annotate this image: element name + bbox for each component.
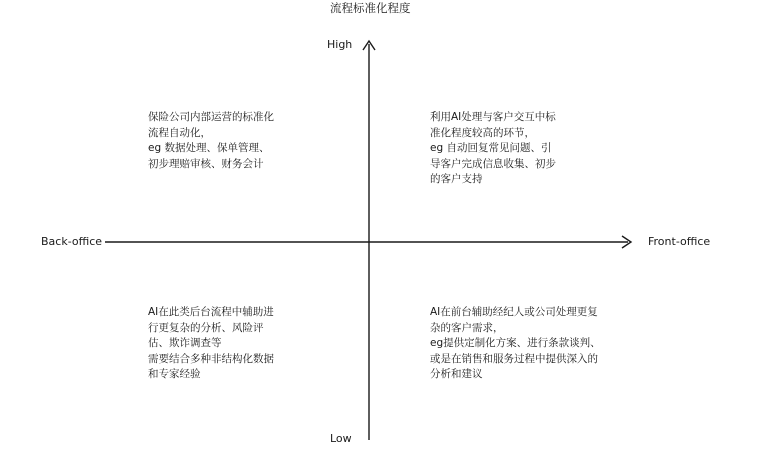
quadrant-line: 和专家经验 [148,368,201,380]
diagram-title: 流程标准化程度 [330,1,411,15]
quadrant-line: 的客户支持 [430,173,483,185]
quadrant-line: AI在此类后台流程中辅助进 [148,306,274,318]
quadrant-line: 或是在销售和服务过程中提供深入的 [430,352,598,365]
quadrant-line: 估、欺诈调查等 [148,337,222,349]
quadrant-line: 利用AI处理与客户交互中标 [430,111,556,123]
x-axis-left-label: Back-office [41,235,103,248]
quadrant-line: eg提供定制化方案、进行条款谈判、 [430,337,601,349]
quadrant-line: 准化程度较高的环节， [430,126,535,139]
quadrant-line: AI在前台辅助经纪人或公司处理更复 [430,306,598,318]
x-axis-right-label: Front-office [648,235,711,248]
quadrant-bottom-right [430,305,601,383]
quadrant-top-right [430,110,556,188]
quadrant-line: eg 自动回复常见问题、引 [430,142,552,154]
quadrant-line: 分析和建议 [430,368,483,380]
quadrant-line: 导客户完成信息收集、初步 [430,157,556,170]
quadrant-bottom-left [148,305,274,383]
quadrant-line: 保险公司内部运营的标准化 [148,111,274,123]
y-axis-high-label: High [327,38,353,51]
quadrant-line: 初步理赔审核、财务会计 [148,157,264,170]
quadrant-top-left [148,110,274,172]
quadrant-line: 流程自动化， [148,126,211,139]
quadrant-line: 杂的客户需求， [430,321,504,334]
y-axis-low-label: Low [330,432,352,445]
quadrant-line: 需要结合多种非结构化数据 [148,352,274,365]
quadrant-line: 行更复杂的分析、风险评 [148,321,264,334]
quadrant-line: eg 数据处理、保单管理、 [148,142,270,154]
